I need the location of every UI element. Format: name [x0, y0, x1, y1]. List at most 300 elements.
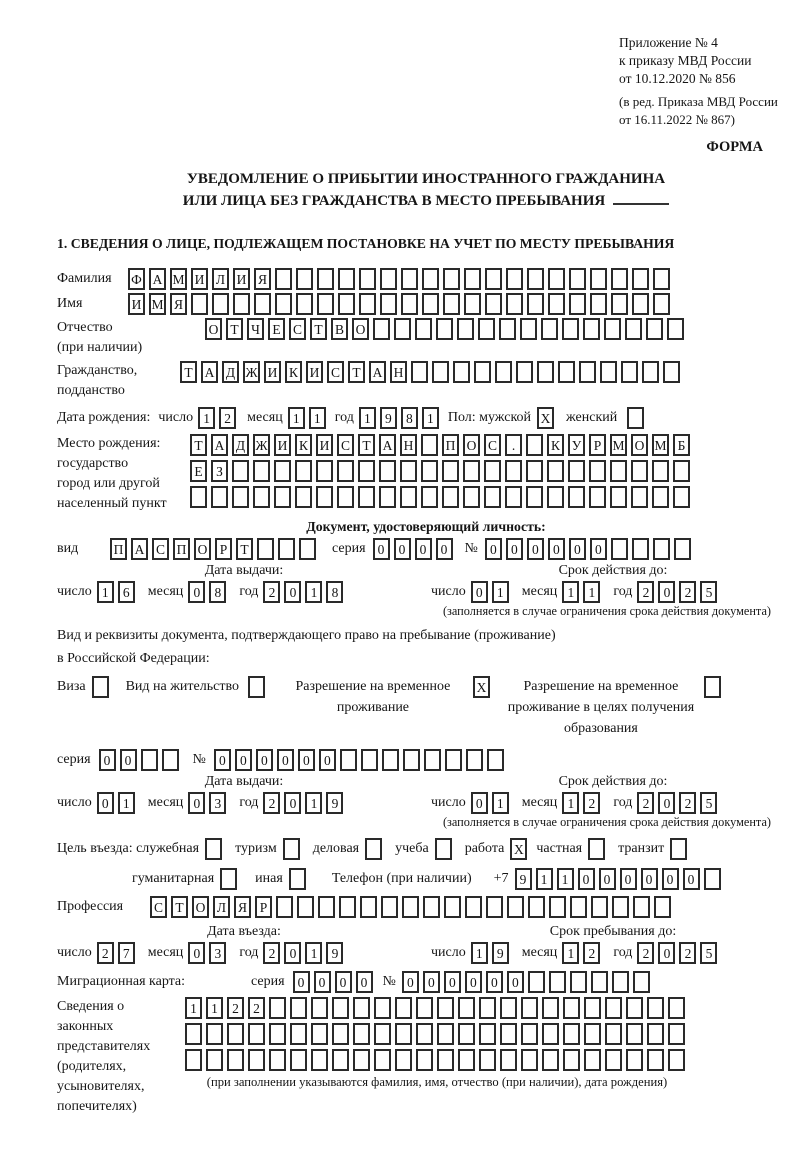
char-cell[interactable]: О	[194, 538, 211, 560]
char-cell[interactable]	[232, 460, 249, 482]
char-cell[interactable]	[380, 268, 397, 290]
char-cell[interactable]: 0	[423, 971, 440, 993]
char-cell[interactable]: 2	[97, 942, 114, 964]
char-cell[interactable]: 0	[188, 792, 205, 814]
char-cell[interactable]: 2	[219, 407, 236, 429]
char-cell[interactable]: 0	[507, 971, 524, 993]
birth-year-boxes[interactable]	[359, 407, 443, 429]
char-cell[interactable]	[423, 896, 440, 918]
valid-month-boxes[interactable]	[562, 581, 604, 603]
char-cell[interactable]	[290, 997, 307, 1019]
char-cell[interactable]	[549, 896, 566, 918]
char-cell[interactable]	[360, 896, 377, 918]
char-cell[interactable]	[653, 268, 670, 290]
char-cell[interactable]: 0	[188, 581, 205, 603]
char-cell[interactable]	[631, 486, 648, 508]
char-cell[interactable]	[374, 997, 391, 1019]
char-cell[interactable]: С	[327, 361, 344, 383]
purpose-other-checkbox[interactable]	[289, 868, 310, 890]
char-cell[interactable]	[248, 1023, 265, 1045]
char-cell[interactable]: Т	[358, 434, 375, 456]
char-cell[interactable]	[474, 361, 491, 383]
char-cell[interactable]	[185, 1023, 202, 1045]
char-cell[interactable]	[591, 971, 608, 993]
char-cell[interactable]: 0	[356, 971, 373, 993]
char-cell[interactable]	[317, 293, 334, 315]
char-cell[interactable]	[395, 1049, 412, 1071]
char-cell[interactable]	[563, 1049, 580, 1071]
char-cell[interactable]: О	[463, 434, 480, 456]
char-cell[interactable]	[445, 749, 462, 771]
char-cell[interactable]	[463, 460, 480, 482]
char-cell[interactable]	[421, 486, 438, 508]
char-cell[interactable]	[465, 896, 482, 918]
char-cell[interactable]	[92, 676, 109, 698]
char-cell[interactable]: 8	[401, 407, 418, 429]
char-cell[interactable]: 0	[590, 538, 607, 560]
purpose-official-checkbox[interactable]	[205, 838, 226, 860]
char-cell[interactable]	[621, 361, 638, 383]
char-cell[interactable]	[604, 318, 621, 340]
char-cell[interactable]	[232, 486, 249, 508]
char-cell[interactable]	[541, 318, 558, 340]
char-cell[interactable]	[191, 293, 208, 315]
char-cell[interactable]: 0	[465, 971, 482, 993]
char-cell[interactable]	[667, 318, 684, 340]
char-cell[interactable]: 0	[214, 749, 231, 771]
char-cell[interactable]: 0	[373, 538, 390, 560]
char-cell[interactable]	[610, 486, 627, 508]
char-cell[interactable]	[588, 838, 605, 860]
char-cell[interactable]	[422, 268, 439, 290]
visa-checkbox[interactable]	[92, 676, 113, 698]
char-cell[interactable]: 0	[548, 538, 565, 560]
char-cell[interactable]: 1	[562, 581, 579, 603]
char-cell[interactable]: 1	[305, 581, 322, 603]
char-cell[interactable]	[162, 749, 179, 771]
char-cell[interactable]: 0	[394, 538, 411, 560]
char-cell[interactable]	[479, 997, 496, 1019]
char-cell[interactable]	[633, 896, 650, 918]
char-cell[interactable]	[632, 268, 649, 290]
char-cell[interactable]	[295, 460, 312, 482]
representatives-line3-boxes[interactable]	[185, 1049, 689, 1071]
patronymic-boxes[interactable]	[205, 318, 688, 340]
char-cell[interactable]	[374, 1049, 391, 1071]
char-cell[interactable]: О	[631, 434, 648, 456]
doc-number-boxes[interactable]	[485, 538, 695, 560]
char-cell[interactable]: К	[547, 434, 564, 456]
char-cell[interactable]: Д	[222, 361, 239, 383]
char-cell[interactable]: П	[442, 434, 459, 456]
purpose-work-checkbox[interactable]	[510, 838, 531, 860]
char-cell[interactable]	[211, 486, 228, 508]
char-cell[interactable]: 0	[277, 749, 294, 771]
char-cell[interactable]	[612, 896, 629, 918]
char-cell[interactable]: А	[369, 361, 386, 383]
char-cell[interactable]	[340, 749, 357, 771]
char-cell[interactable]	[486, 896, 503, 918]
birth-place-line3-boxes[interactable]	[190, 486, 694, 508]
char-cell[interactable]	[653, 538, 670, 560]
char-cell[interactable]	[516, 361, 533, 383]
char-cell[interactable]	[479, 1049, 496, 1071]
char-cell[interactable]: Т	[236, 538, 253, 560]
char-cell[interactable]	[527, 268, 544, 290]
char-cell[interactable]	[424, 749, 441, 771]
char-cell[interactable]	[205, 838, 222, 860]
char-cell[interactable]	[632, 293, 649, 315]
char-cell[interactable]: 0	[188, 942, 205, 964]
char-cell[interactable]: 3	[209, 792, 226, 814]
char-cell[interactable]	[443, 293, 460, 315]
char-cell[interactable]	[569, 268, 586, 290]
char-cell[interactable]	[437, 997, 454, 1019]
char-cell[interactable]	[584, 1023, 601, 1045]
char-cell[interactable]	[458, 1023, 475, 1045]
char-cell[interactable]: 1	[557, 868, 574, 890]
char-cell[interactable]: Ж	[243, 361, 260, 383]
char-cell[interactable]	[549, 971, 566, 993]
char-cell[interactable]: 2	[583, 792, 600, 814]
char-cell[interactable]	[458, 997, 475, 1019]
char-cell[interactable]	[416, 1023, 433, 1045]
char-cell[interactable]	[290, 1049, 307, 1071]
char-cell[interactable]: 0	[658, 942, 675, 964]
char-cell[interactable]	[220, 868, 237, 890]
char-cell[interactable]	[296, 268, 313, 290]
char-cell[interactable]	[422, 293, 439, 315]
char-cell[interactable]: 2	[637, 792, 654, 814]
char-cell[interactable]	[558, 361, 575, 383]
char-cell[interactable]: 0	[284, 581, 301, 603]
char-cell[interactable]	[584, 997, 601, 1019]
char-cell[interactable]	[332, 1049, 349, 1071]
char-cell[interactable]: 0	[314, 971, 331, 993]
char-cell[interactable]	[626, 997, 643, 1019]
char-cell[interactable]	[500, 1023, 517, 1045]
char-cell[interactable]	[673, 460, 690, 482]
char-cell[interactable]: 2	[679, 942, 696, 964]
temp-residence-checkbox[interactable]	[473, 676, 494, 698]
char-cell[interactable]: Т	[348, 361, 365, 383]
char-cell[interactable]: 1	[471, 942, 488, 964]
char-cell[interactable]: 0	[284, 792, 301, 814]
char-cell[interactable]	[227, 1049, 244, 1071]
char-cell[interactable]	[274, 486, 291, 508]
char-cell[interactable]: 5	[700, 581, 717, 603]
doc-kind-boxes[interactable]	[110, 538, 320, 560]
char-cell[interactable]: А	[201, 361, 218, 383]
char-cell[interactable]: 1	[288, 407, 305, 429]
char-cell[interactable]	[568, 486, 585, 508]
char-cell[interactable]	[642, 361, 659, 383]
char-cell[interactable]: Ч	[247, 318, 264, 340]
char-cell[interactable]: 2	[248, 997, 265, 1019]
char-cell[interactable]	[562, 318, 579, 340]
char-cell[interactable]	[590, 268, 607, 290]
char-cell[interactable]	[478, 318, 495, 340]
citizenship-boxes[interactable]	[180, 361, 684, 383]
char-cell[interactable]	[500, 1049, 517, 1071]
char-cell[interactable]: Л	[213, 896, 230, 918]
permit-series-boxes[interactable]	[99, 749, 183, 771]
char-cell[interactable]	[505, 486, 522, 508]
char-cell[interactable]: 1	[492, 792, 509, 814]
char-cell[interactable]	[500, 997, 517, 1019]
char-cell[interactable]: X	[537, 407, 554, 429]
char-cell[interactable]	[487, 749, 504, 771]
char-cell[interactable]	[299, 538, 316, 560]
char-cell[interactable]	[442, 486, 459, 508]
char-cell[interactable]	[402, 896, 419, 918]
char-cell[interactable]	[380, 293, 397, 315]
char-cell[interactable]	[311, 997, 328, 1019]
char-cell[interactable]	[584, 1049, 601, 1071]
char-cell[interactable]	[484, 460, 501, 482]
char-cell[interactable]	[379, 486, 396, 508]
char-cell[interactable]	[318, 896, 335, 918]
char-cell[interactable]	[253, 460, 270, 482]
char-cell[interactable]: 1	[305, 942, 322, 964]
char-cell[interactable]: О	[352, 318, 369, 340]
char-cell[interactable]: 1	[422, 407, 439, 429]
char-cell[interactable]	[668, 1023, 685, 1045]
char-cell[interactable]: Л	[212, 268, 229, 290]
char-cell[interactable]	[589, 486, 606, 508]
permit-issue-day-boxes[interactable]	[97, 792, 139, 814]
char-cell[interactable]: Т	[310, 318, 327, 340]
char-cell[interactable]	[311, 1049, 328, 1071]
char-cell[interactable]	[278, 538, 295, 560]
char-cell[interactable]: 0	[569, 538, 586, 560]
char-cell[interactable]	[437, 1023, 454, 1045]
char-cell[interactable]: Н	[390, 361, 407, 383]
char-cell[interactable]	[526, 434, 543, 456]
char-cell[interactable]: 0	[471, 792, 488, 814]
char-cell[interactable]	[632, 538, 649, 560]
char-cell[interactable]: 2	[263, 942, 280, 964]
surname-boxes[interactable]	[128, 268, 674, 290]
char-cell[interactable]	[505, 460, 522, 482]
char-cell[interactable]	[542, 997, 559, 1019]
char-cell[interactable]	[670, 838, 687, 860]
char-cell[interactable]: .	[505, 434, 522, 456]
char-cell[interactable]	[395, 1023, 412, 1045]
issue-day-boxes[interactable]	[97, 581, 139, 603]
char-cell[interactable]: 7	[118, 942, 135, 964]
char-cell[interactable]	[646, 318, 663, 340]
char-cell[interactable]: Б	[673, 434, 690, 456]
char-cell[interactable]: И	[128, 293, 145, 315]
char-cell[interactable]: 1	[359, 407, 376, 429]
char-cell[interactable]: П	[173, 538, 190, 560]
char-cell[interactable]	[206, 1049, 223, 1071]
char-cell[interactable]	[254, 293, 271, 315]
char-cell[interactable]: 9	[515, 868, 532, 890]
char-cell[interactable]: Т	[190, 434, 207, 456]
char-cell[interactable]	[421, 434, 438, 456]
char-cell[interactable]	[506, 268, 523, 290]
char-cell[interactable]	[668, 1049, 685, 1071]
char-cell[interactable]: Я	[254, 268, 271, 290]
char-cell[interactable]: И	[316, 434, 333, 456]
char-cell[interactable]	[365, 838, 382, 860]
char-cell[interactable]: И	[233, 268, 250, 290]
char-cell[interactable]: 1	[562, 792, 579, 814]
char-cell[interactable]	[373, 318, 390, 340]
char-cell[interactable]: А	[379, 434, 396, 456]
char-cell[interactable]: 8	[209, 581, 226, 603]
char-cell[interactable]	[568, 460, 585, 482]
char-cell[interactable]	[403, 749, 420, 771]
char-cell[interactable]	[311, 1023, 328, 1045]
char-cell[interactable]	[485, 293, 502, 315]
char-cell[interactable]	[647, 1049, 664, 1071]
char-cell[interactable]: М	[652, 434, 669, 456]
char-cell[interactable]	[361, 749, 378, 771]
purpose-business-checkbox[interactable]	[365, 838, 386, 860]
char-cell[interactable]	[547, 460, 564, 482]
char-cell[interactable]: 0	[620, 868, 637, 890]
char-cell[interactable]	[668, 997, 685, 1019]
char-cell[interactable]	[394, 318, 411, 340]
char-cell[interactable]	[569, 293, 586, 315]
char-cell[interactable]: С	[484, 434, 501, 456]
char-cell[interactable]	[275, 268, 292, 290]
char-cell[interactable]: Е	[268, 318, 285, 340]
char-cell[interactable]: 2	[583, 942, 600, 964]
entry-year-boxes[interactable]	[263, 942, 347, 964]
char-cell[interactable]: О	[192, 896, 209, 918]
char-cell[interactable]	[479, 1023, 496, 1045]
given-name-boxes[interactable]	[128, 293, 674, 315]
char-cell[interactable]: Ф	[128, 268, 145, 290]
char-cell[interactable]: 0	[293, 971, 310, 993]
char-cell[interactable]	[316, 460, 333, 482]
char-cell[interactable]	[233, 293, 250, 315]
char-cell[interactable]	[653, 293, 670, 315]
char-cell[interactable]	[548, 268, 565, 290]
char-cell[interactable]	[401, 293, 418, 315]
purpose-tourism-checkbox[interactable]	[283, 838, 304, 860]
char-cell[interactable]: 0	[415, 538, 432, 560]
char-cell[interactable]: 3	[209, 942, 226, 964]
char-cell[interactable]: 2	[679, 581, 696, 603]
char-cell[interactable]	[591, 896, 608, 918]
char-cell[interactable]: А	[211, 434, 228, 456]
char-cell[interactable]	[631, 460, 648, 482]
char-cell[interactable]	[421, 460, 438, 482]
migration-series-boxes[interactable]	[293, 971, 377, 993]
char-cell[interactable]: Ж	[253, 434, 270, 456]
char-cell[interactable]	[520, 318, 537, 340]
char-cell[interactable]: 5	[700, 942, 717, 964]
char-cell[interactable]	[185, 1049, 202, 1071]
char-cell[interactable]: И	[274, 434, 291, 456]
char-cell[interactable]: М	[149, 293, 166, 315]
char-cell[interactable]: Р	[589, 434, 606, 456]
char-cell[interactable]	[547, 486, 564, 508]
issue-year-boxes[interactable]	[263, 581, 347, 603]
char-cell[interactable]	[416, 1049, 433, 1071]
char-cell[interactable]	[528, 896, 545, 918]
char-cell[interactable]	[275, 293, 292, 315]
char-cell[interactable]	[190, 486, 207, 508]
char-cell[interactable]	[663, 361, 680, 383]
char-cell[interactable]	[283, 838, 300, 860]
char-cell[interactable]	[332, 1023, 349, 1045]
birth-place-line1-boxes[interactable]	[190, 434, 694, 456]
char-cell[interactable]	[443, 268, 460, 290]
char-cell[interactable]	[257, 538, 274, 560]
char-cell[interactable]	[463, 486, 480, 508]
char-cell[interactable]	[600, 361, 617, 383]
char-cell[interactable]	[537, 361, 554, 383]
valid-day-boxes[interactable]	[471, 581, 513, 603]
char-cell[interactable]: 0	[319, 749, 336, 771]
permit-issue-month-boxes[interactable]	[188, 792, 230, 814]
char-cell[interactable]	[316, 486, 333, 508]
char-cell[interactable]: X	[510, 838, 527, 860]
migration-number-boxes[interactable]	[402, 971, 654, 993]
char-cell[interactable]: 1	[198, 407, 215, 429]
char-cell[interactable]: С	[152, 538, 169, 560]
char-cell[interactable]: 1	[185, 997, 202, 1019]
birth-place-line2-boxes[interactable]	[190, 460, 694, 482]
char-cell[interactable]	[605, 1049, 622, 1071]
char-cell[interactable]	[337, 460, 354, 482]
char-cell[interactable]	[548, 293, 565, 315]
char-cell[interactable]: 0	[298, 749, 315, 771]
char-cell[interactable]: 0	[471, 581, 488, 603]
char-cell[interactable]: 0	[662, 868, 679, 890]
char-cell[interactable]	[338, 293, 355, 315]
char-cell[interactable]	[464, 268, 481, 290]
char-cell[interactable]: 0	[444, 971, 461, 993]
purpose-humanitarian-checkbox[interactable]	[220, 868, 241, 890]
permit-valid-year-boxes[interactable]	[637, 792, 721, 814]
stay-year-boxes[interactable]	[637, 942, 721, 964]
char-cell[interactable]	[276, 896, 293, 918]
char-cell[interactable]	[381, 896, 398, 918]
char-cell[interactable]	[457, 318, 474, 340]
char-cell[interactable]: К	[285, 361, 302, 383]
char-cell[interactable]	[212, 293, 229, 315]
char-cell[interactable]	[570, 896, 587, 918]
char-cell[interactable]: К	[295, 434, 312, 456]
char-cell[interactable]	[570, 971, 587, 993]
char-cell[interactable]	[654, 896, 671, 918]
char-cell[interactable]	[527, 293, 544, 315]
char-cell[interactable]	[626, 1049, 643, 1071]
char-cell[interactable]	[353, 1023, 370, 1045]
char-cell[interactable]	[269, 1049, 286, 1071]
char-cell[interactable]	[290, 1023, 307, 1045]
char-cell[interactable]	[464, 293, 481, 315]
char-cell[interactable]	[521, 997, 538, 1019]
char-cell[interactable]: 1	[583, 581, 600, 603]
char-cell[interactable]	[579, 361, 596, 383]
char-cell[interactable]: 0	[641, 868, 658, 890]
char-cell[interactable]: 1	[562, 942, 579, 964]
char-cell[interactable]: Т	[180, 361, 197, 383]
char-cell[interactable]: 5	[700, 792, 717, 814]
char-cell[interactable]	[332, 997, 349, 1019]
char-cell[interactable]	[435, 838, 452, 860]
char-cell[interactable]	[674, 538, 691, 560]
char-cell[interactable]	[704, 676, 721, 698]
